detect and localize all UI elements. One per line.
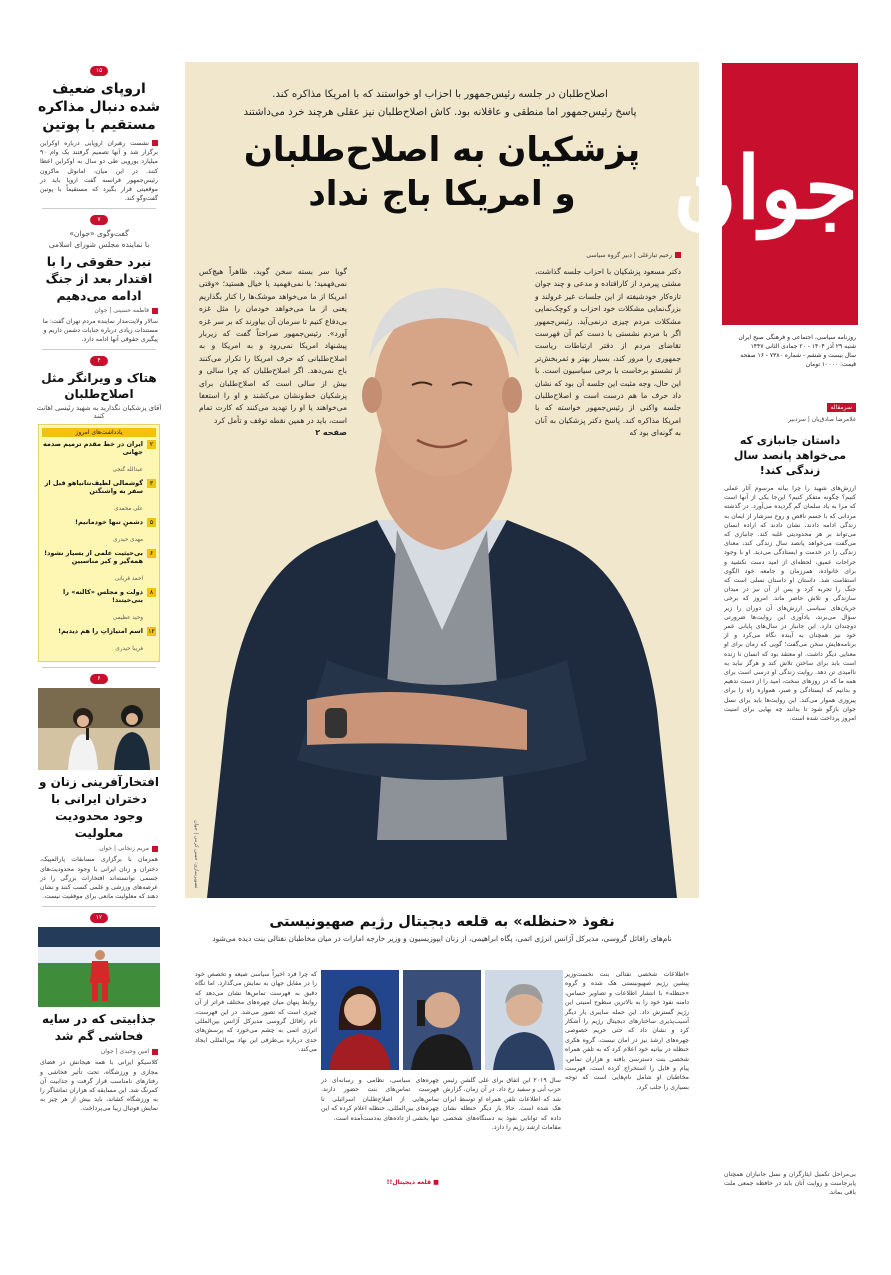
page-badge: ۷ (90, 215, 108, 225)
divider (42, 667, 156, 668)
kicker: با نماینده مجلس شورای اسلامی (48, 240, 150, 250)
issue-number: سال بیست و ششم - شماره ۷۳۸۰ - ۱۶ صفحه (740, 352, 856, 359)
secondary-text-left: که چرا فرد اخیراً سیاسی صیغه و تخصص خود را در مقابل جهان به نمایش می‌گذارد. اما نگاه دقیق به فهرست تماس‌ها نشان می‌دهد که روابط پنهان میان چهره‌های مختلف فراتر از آن چیزی است که تصور می‌شد. در این فهرست، نام رافائل گروسی مدیرکل آژانس بین‌المللی انرژی اتمی به چشم می‌خورد که پرسش‌های جدی درباره بی‌طرفی این نهاد بین‌المللی ایجاد می‌کند. (195, 971, 317, 1054)
article-body: سالار ولایت‌مدار نماینده مردم تهران گفت: ما مستندات زیادی درباره جنایات دشمن داریم و پیگیری حقوقی آنها ادامه دارد. (42, 318, 158, 344)
note-item[interactable]: ۳ گوشمالی لطیف‌نتانیاهو قبل از سفر به واشنگتن علی محمدی (42, 479, 156, 514)
football-photo-art (38, 927, 160, 1007)
note-page: ۱۲ (148, 628, 155, 636)
center-column (185, 0, 699, 1275)
masthead-info (724, 333, 856, 369)
divider (42, 349, 156, 350)
notes-box (38, 424, 160, 662)
article-body: نشست رهبران اروپایی درباره اوکراین برگزار شد و آنها تصمیم گرفتند یک وام ۹۰ میلیارد یورویی طی دو سال به اوکراین اعطا کنند. در این میان، امانوئل ماکرون رئیس‌جمهور فرانسه گفت اروپا باید در موقعیتی قرار بگیرد که مستقیماً با پوتین گفت‌وگو کند. (40, 140, 158, 203)
issue-date: شنبه ۲۹ آذر ۱۴۰۴ - ۲۰ جمادی الثانی ۱۴۴۷ (750, 343, 856, 350)
byline: مریم زنجانی | جوان (40, 845, 158, 852)
note-item[interactable]: ۵ دشمنِ تنها خودمانیم! مهدی حیدری (42, 518, 156, 545)
article-body: کلاسیکو ایرانی با همه هیجانش در فضای مجازی و ورزشگاه، تحت تأثیر فحاشی و رفتارهای نامناسب قرار گرفت و جذابیت آن کمرنگ شد. این مسابقه که هزاران تماشاگر را به ورزشگاه کشاند، باید بیش از هر چیز به نمایش فوتبال زیبا می‌پرداخت. (40, 1059, 158, 1113)
article-body: همزمان با برگزاری مسابقات پارالمپیک، دختران و زنان ایرانی با وجود محدودیت‌های جسمی توانسته‌اند افتخارات بزرگی را در عرصه‌های ورزشی و علمی کسب کنند و نشان دهند که معلولیت مانعی برای موفقیت نیست. (40, 856, 158, 901)
note-item[interactable]: ۶ بی‌حیثیت علمی از بسیار نشود! همه‌گیر و کبر مناسبین احمد قربانی (42, 549, 156, 584)
editorial-body: ارزش‌های شهید را چرا بیانه مرسوم آثار عملی کنیم؟ چگونه متفکر کنیم؟ این‌جا یکی از آنها است که مرا به یاد سلمان گم گردیده می‌آورد. در گذشته مردانی که با جسم ناقص و روح سرشار از ایمان به زندگی ادامه دادند، نشان دادند که اراده انسان می‌تواند بر هر محدودیتی غلبه کند. جانبازی که می‌گفت می‌خواهد پانصد سال زندگی کند، معنای زندگی را در خدمت و ایستادگی می‌دید. او با وجود جراحات عمیق، لحظه‌ای از امید دست نکشید و برای خانواده، همرزمان و جامعه خود الگوی استقامت شد. داستان او داستان نسلی است که جنگ را تجربه کرد و پس از آن نیز در میدان سازندگی و تلاش حاضر ماند. امروز که برخی جریان‌های سیاسی ارزش‌های آن دوران را زیر سؤال می‌برند، یادآوری این روایت‌ها ضرورتی دوچندان دارد. این جانباز در سال‌های پایانی عمر خود نیز همچنان به آینده نگاه می‌کرد و از برنامه‌هایش سخن می‌گفت؛ گویی که زمان برای او معنایی دیگر داشت. او معتقد بود که انسان تا زنده است باید برای ساختن تلاش کند و هرگز نباید به ناامیدی تن دهد. روایت زندگی او درسی است برای همه ما که در روزهای سخت، امید را از دست ندهیم و بدانیم که ایستادگی و صبر، همواره راه را برای پیروزی هموار می‌کند. این روایت‌ها باید برای نسل جوان بازگو شود تا بدانند چه بهایی برای امنیت امروز پرداخت شده است. (724, 485, 856, 723)
football-photo[interactable] (38, 927, 160, 1007)
byline: رحیم تبارعلی | دبیر گروه سیاسی (535, 252, 681, 259)
secondary-headline[interactable]: نفوذ «حنظله» به قلعه دیجیتال رژیم صهیونیستی (269, 914, 615, 930)
bullet-icon (152, 846, 158, 852)
bullet-icon (152, 140, 158, 146)
bullet-icon (675, 252, 681, 258)
secondary-photos (321, 970, 563, 1070)
editorial-ending: بی‌مراحل تکمیل ایثارگران و نسل جانبازان همچنان پابرجاست و روایت آنان باید در حافظه جمعی ملت باقی بماند. (724, 1171, 856, 1197)
logo-text: جوان (673, 138, 858, 239)
portrait-photo[interactable] (321, 970, 399, 1070)
article-title[interactable]: هتاک و ویرانگر مثل اصلاح‌طلبان (41, 371, 157, 402)
issue-price: قیمت: ۱۰۰۰۰ تومان (805, 361, 856, 368)
note-page: ۲ (147, 440, 156, 449)
headline-line: و امریکا باج نداد (308, 174, 576, 214)
editorial (724, 394, 856, 1198)
secondary-story (185, 914, 699, 943)
page-badge: ۱۲ (90, 913, 108, 923)
notes-box-title: یادداشت‌های امروز (42, 428, 156, 437)
secondary-text-right: «اطلاعات شخصی نفتالی بنت نخست‌وزیر پیشین رژیم صهیونیستی هک شده و گروه «حنظله» با انتشار اطلاعات و تصاویر حساس، دامنه نفوذ خود را به بالاترین سطوح امنیتی این رژیم گسترش داد. این حمله سایبری بار دیگر آسیب‌پذیری ساختارهای دیجیتال رژیم را آشکار کرد و نشان داد که حتی حریم خصوصی چهره‌های ارشد نیز در امان نیست. گروه هکری حنظله در بیانیه خود اعلام کرد که به تلفن همراه شخصی بنت دسترسی یافته و هزاران تماس، پیام و فایل را استخراج کرده است. فهرست مخاطبان او شامل نام‌هایی است که توجه بسیاری را جلب کرد. (565, 971, 689, 1091)
subsection-label: ■ قلعه دیجیتال!! (386, 1179, 439, 1186)
portrait-photo[interactable] (403, 970, 481, 1070)
lead-story-text-left: گویا سر بسته سخن گوید، ظاهراً هیچ‌کس نمی‌فهمید؛ با نمی‌فهمید یا خیال هستید؛ «وقتی امریکا از ما می‌خواهد موشک‌ها را کنار بگذاریم یعنی از ما می‌خواهد خودمان را مثل غزه بی‌دفاع کنیم تا سرمان آن بیاورند که بر سر غزه آورد». رئیس‌جمهور صراحتاً گفت که زیربار پیشنهاد امریکا نمی‌رود و به امریکا و به اصلاح‌طلبانی که حرف امریکا را تکرار می‌کنند باج نمی‌دهد. اگر اصلاح‌طلبان که چرا سالی و بیش از سالی است که اصلاح‌طلبان برای پزشکیان خط‌ونشان می‌کشند و او را استعفا می‌خواهند یا او را تهدید می‌کنند که کارت تمام است، باید در همین نقطه توقف و تأمل کرد صفحه ۲ (199, 266, 347, 440)
page-badge: ۱۵ (90, 66, 108, 76)
lead-deck (205, 86, 675, 122)
portrait-photo[interactable] (485, 970, 563, 1070)
note-item[interactable]: ۱۲ اسم امتیازاتِ را هم دیدیم! فریبا حیدری (58, 627, 155, 653)
lead-story-text-right: دکتر مسعود پزشکیان با احزاب جلسه گذاشت، مشتی پیرمرد از کارافتاده و مدعی و چند جوان تازه‌کار خودشیفته از این جلسات غیر غرولند و بزرگ‌نمایی مشکلات خود احزاب و کوچک‌نمایی مشکلات مردم چیزی درنمی‌آید. رئیس‌جمهور اگر با مردم نشستی با دست کم آن فهرست تقاضای مردم از دفتر ارتباطات ریاست جمهوری را مرور کند، بسیار بهتر و ثمربخش‌تر از تشستو برخاست با برخی سیاسیون است. با این حال، وجه مثبت این جلسه آن بود که نشان داد حرف ما هم درست است و اصلاح‌طلبان جلسه واکنی از رئیس‌جمهور خواسته که با امریکا مذاکره کند. پاسخ دکتر پزشکیان به آنان به گونه‌ای بود که (535, 267, 681, 438)
byline: امین وحیدی | جوان (40, 1048, 158, 1055)
note-page: ۶ (147, 549, 156, 558)
editorial-title[interactable]: داستان جانبازی که می‌خواهد پانصد سال زندگی کند! (733, 434, 847, 477)
page-badge: ۶ (90, 674, 108, 684)
secondary-text-mid-left: چهره‌های سیاسی، نظامی و رسانه‌ای در فهرست تماس‌های بنت حضور دارند. تماس‌هایی از اصلاح‌طلبان اسرائیلی تا چهره‌های بین‌المللی. حنظله اعلام کرده که این تنها بخشی از داده‌های به‌دست‌آمده است. (321, 1077, 439, 1122)
secondary-text-mid-right: سال ۲۰۱۹ این اتفاق برای علی گلشن رئیس حزب آبی و سفید رخ داد. در آن زمان، گزارش شد که اطلاعات تلفن همراه او توسط ایران هک شده است. حالا بار دیگر حنظله نشان داده که توانایی نفوذ به دستگاه‌های شخصی مقامات ارشد رژیم را دارد. (443, 1077, 561, 1132)
bullet-icon (152, 1049, 158, 1055)
article-title[interactable]: جذابیتی که در سایه فحاشی گم شد (41, 1012, 157, 1044)
left-column (36, 0, 162, 1275)
lead-headline[interactable] (215, 128, 669, 216)
deck-line: اصلاح‌طلبان در جلسه رئیس‌جمهور با احزاب او خواستند که با امریکا مذاکره کند. (272, 89, 608, 100)
athlete-photo-art (38, 688, 160, 770)
subtitle: آقای پزشکیان نگذارید به شهید رئیسی اهانت کنند (36, 404, 162, 421)
editorial-tag: سرمقاله (827, 403, 856, 412)
masthead-subtitle: روزنامه سیاسی، اجتماعی و فرهنگی صبح ایران (738, 334, 856, 341)
article-title[interactable]: اروپای ضعیف شده دنبال مذاکره مستقیم با پوتین (37, 81, 161, 133)
deck-line: پاسخ رئیس‌جمهور اما منطقی و عاقلانه بود. کاش اصلاح‌طلبان نیز عقلی هرچند خرد می‌داشتند (243, 107, 637, 118)
headline-line: پزشکیان به اصلاح‌طلبان (243, 130, 641, 170)
kicker: گفت‌وگوی «جوان» (69, 229, 129, 239)
masthead-logo[interactable] (673, 63, 858, 325)
page-reference[interactable]: صفحه ۲ (315, 428, 347, 438)
article-title[interactable]: افتخارآفرینی زنان و دختران ایرانی با وجود محدودیت معلولیت (39, 775, 159, 841)
note-page: ۸ (147, 588, 156, 597)
athlete-photo[interactable] (38, 688, 160, 770)
divider (42, 208, 156, 209)
bullet-icon (152, 308, 158, 314)
note-item[interactable]: ۲ ایران در خط مقدم ترمیم صدمه جهانی عبدالله گنجی (42, 440, 156, 475)
note-page: ۵ (147, 518, 156, 527)
right-column (673, 0, 858, 1275)
editorial-author: غلامرضا صادق‌یان | سردبیر (788, 416, 856, 423)
divider (42, 906, 156, 907)
secondary-subhead: نام‌های رافائل گروسی، مدیرکل آژانس انرژی اتمی، پگاه ابراهیمی، از زنان ایپوزیسیون و وزیر خارجه امارات در میان مخاطبان نفتالی بنت دیده می‌شود (212, 934, 672, 943)
byline: فاطمه حسینی | جوان (40, 307, 158, 314)
page-badge: ۴ (90, 356, 108, 366)
note-item[interactable]: ۸ دولت و مجلس «کالنه» را بنی‌خیتند! وحید عظیمی (42, 588, 156, 623)
article-title[interactable]: نبرد حقوقی را با اقتدار بعد از جنگ ادامه می‌دهیم (45, 254, 153, 304)
illustration-credit: تصویرسازی: حسن کرمی | جوان (193, 820, 199, 889)
note-page: ۳ (147, 479, 156, 488)
